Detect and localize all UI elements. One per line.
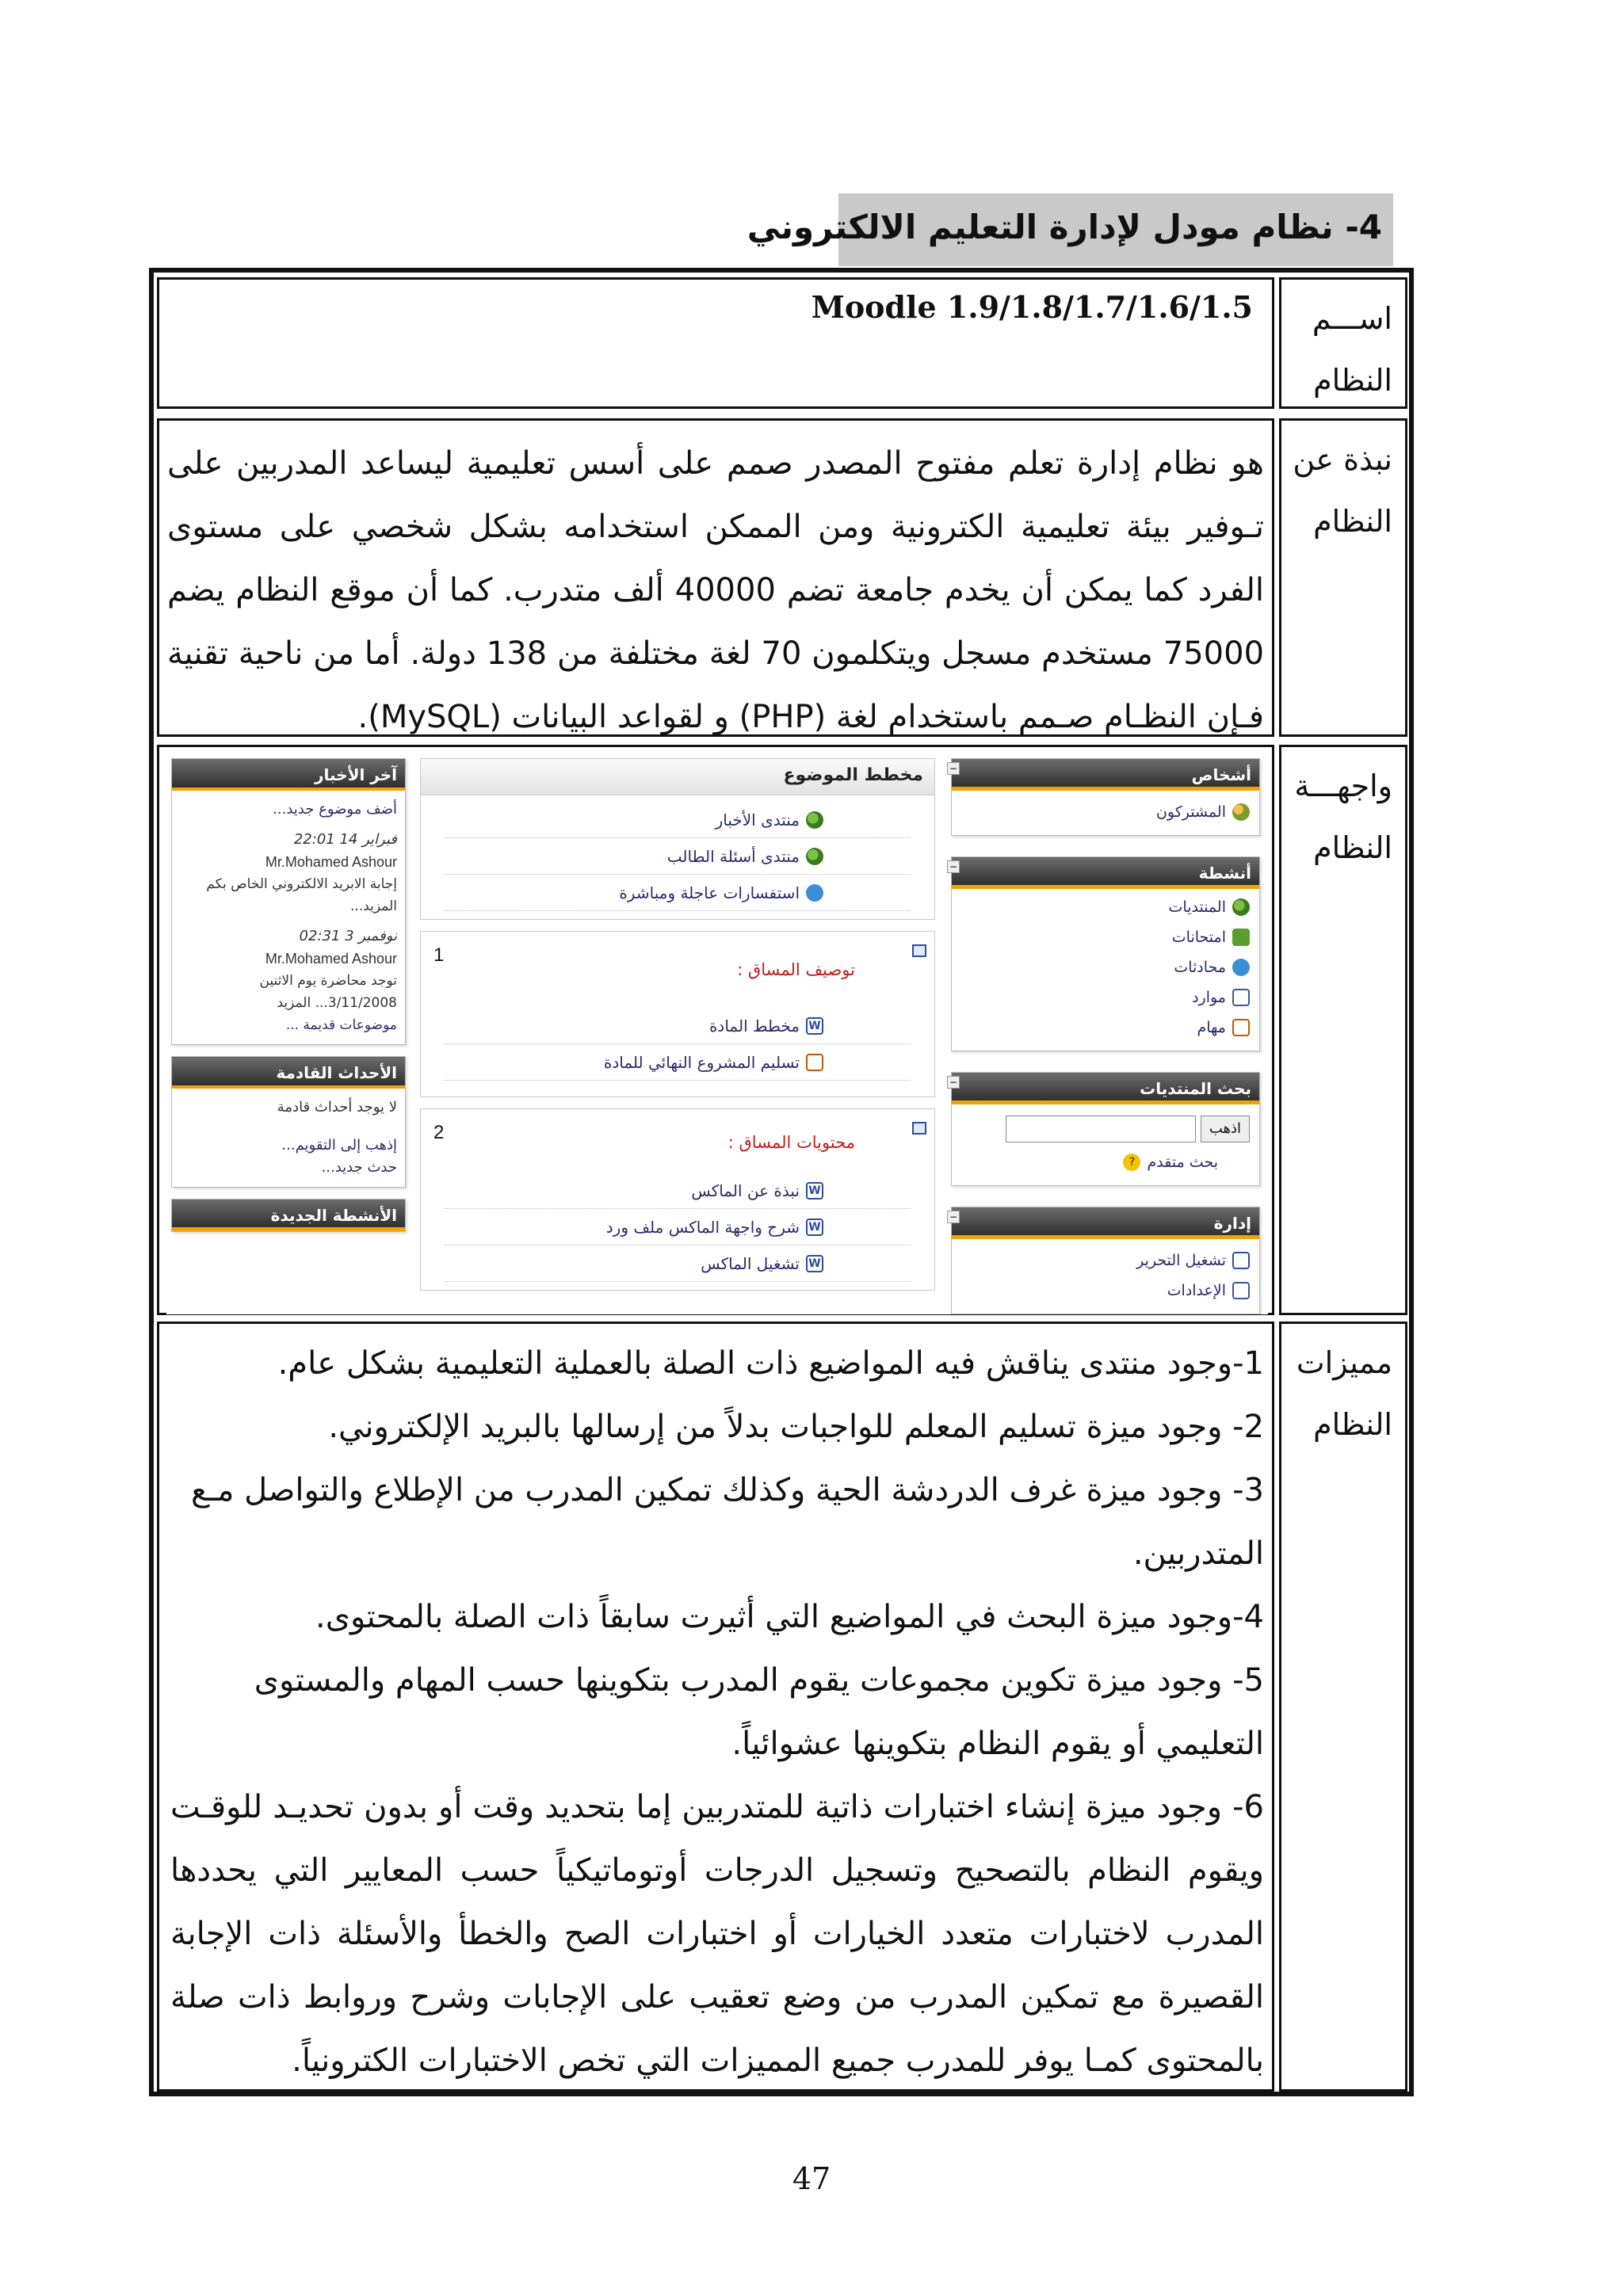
interface-label-line2: النظام (1313, 830, 1392, 865)
news-post-1-text[interactable]: إجابة الابريد الالكتروني الخاص بكم المزيد... (206, 876, 397, 914)
settings-link[interactable] (961, 1276, 1250, 1306)
topic-1-heading: توصيف المساق : (737, 960, 855, 979)
advanced-search-label: بحث متقدم (1147, 1154, 1218, 1171)
word-doc-icon: W (806, 1017, 823, 1035)
older-topics-link[interactable]: موضوعات قديمة ... (285, 1017, 397, 1033)
search-form (961, 1111, 1250, 1147)
collapse-icon[interactable]: − (947, 1076, 960, 1089)
feature-item: 6- وجود ميزة إنشاء اختبارات ذاتية للمتدربين إما بتحديد وقت أو بدون تحديـد للوقـت ويقوم النظام بالتصحيح وتسجيل الدرجات أوتوماتيكياً حسب المعايير التي يحددها المدرب لاختبارات متعدد الخيارات أو اختبارات الصح والخطأ والأسئلة ذات الإجابة القصيرة مع تمكين المدرب من وضع تعقيب على الإجابات وشرح وروابط ذات صلة بالمحتوى كمـا يوفر للمدرب جميع المميزات التي تخص الاختبارات الكترونياً. (170, 1789, 1264, 2079)
about-text-cell (157, 418, 1274, 737)
features-label-line1: مميزات (1296, 1345, 1392, 1380)
outline-title: مخطط الموضوع (421, 759, 934, 795)
feature-item: 2- وجود ميزة تسليم المعلم للواجبات بدلاً من إرسالها بالبريد الإلكتروني. (328, 1409, 1264, 1445)
help-icon[interactable]: ? (1123, 1154, 1140, 1171)
feature-item: 5- وجود ميزة تكوين مجموعات يقوم المدرب بتكوينها حسب المهام والمستوى التعليمي أو يقوم النظام بتكوينها عشوائياً. (254, 1662, 1264, 1762)
features-label (1281, 1324, 1405, 1455)
final-project-label: تسليم المشروع النهائي للمادة (603, 1052, 800, 1072)
news-forum-label: منتدى الأخبار (715, 810, 800, 830)
activity-forums[interactable] (961, 892, 1250, 922)
activities-block-title: أنشطة (1198, 864, 1251, 883)
moodle-right-column (951, 758, 1260, 1314)
max-intro-label: نبذة عن الماكس (691, 1180, 800, 1200)
activity-quizzes[interactable] (961, 922, 1250, 952)
search-block-title: بحث المنتديات (1140, 1079, 1251, 1098)
forum-icon (806, 811, 823, 829)
collapse-icon[interactable]: − (947, 860, 960, 873)
new-event-link[interactable]: حدث جديد... (321, 1159, 397, 1176)
news-post-2-date: نوفمبر 3 02:31 (299, 928, 397, 944)
topic-2 (420, 1108, 935, 1291)
activity-resources[interactable] (961, 982, 1250, 1013)
feature-item: 3- وجود ميزة غرف الدردشة الحية وكذلك تمكين المدرب من الإطلاع والتواصل مـع المتدربين. (190, 1472, 1264, 1572)
edit-icon (1232, 1252, 1250, 1269)
page-number: 47 (792, 2161, 831, 2196)
assignment-icon (1232, 1019, 1250, 1036)
activities-block-header (949, 857, 1259, 889)
features-list-cell (157, 1322, 1274, 2092)
admin-block (951, 1207, 1260, 1314)
final-project-link[interactable] (445, 1044, 911, 1081)
news-post-2-text[interactable]: توجد محاضرة يوم الاثنين 3/11/2008... المزيد (259, 973, 397, 1011)
name-label (1281, 280, 1405, 411)
news-post-1-author: Mr.Mohamed Ashour (265, 854, 397, 870)
max-interface-link[interactable] (445, 1209, 911, 1245)
news-forum-link[interactable] (445, 802, 911, 838)
events-block (171, 1056, 406, 1188)
system-name: Moodle 1.9/1.8/1.7/1.6/1.5 (811, 289, 1253, 325)
activity-forums-label: المنتديات (1168, 898, 1226, 916)
search-block-header (949, 1073, 1259, 1104)
events-block-body (172, 1089, 405, 1187)
recent-activity-block (171, 1199, 406, 1232)
search-go-button[interactable]: اذهب (1201, 1116, 1250, 1142)
about-label (1281, 421, 1405, 552)
topic-1 (420, 931, 935, 1097)
people-block-header (949, 759, 1259, 791)
topic-1-toggle-icon[interactable] (912, 944, 926, 957)
moodle-screenshot (166, 752, 1268, 1314)
add-topic-link[interactable]: أضف موضوع جديد... (273, 801, 397, 818)
activity-chats-label: محادثات (1174, 959, 1226, 976)
word-doc-icon: W (806, 1219, 823, 1236)
about-label-line2: النظام (1313, 504, 1392, 539)
urgent-queries-chat-label: استفسارات عاجلة ومباشرة (619, 883, 800, 902)
name-label-cell (1279, 277, 1407, 409)
forum-icon (1232, 898, 1250, 916)
features-list (159, 1324, 1272, 2092)
participants-label: المشتركون (1155, 803, 1226, 821)
interface-label-line1: واجهـــة (1294, 769, 1392, 803)
turn-editing-label: تشغيل التحرير (1136, 1252, 1226, 1269)
collapse-icon[interactable]: − (947, 762, 960, 775)
no-events-text: لا يوجد أحداث قادمة (277, 1099, 397, 1116)
interface-screenshot-cell (157, 745, 1274, 1315)
course-plan-label: مخطط المادة (708, 1016, 800, 1035)
forum-icon (806, 848, 823, 865)
outline-header-topic (420, 758, 935, 920)
max-run-label: تشغيل الماكس (701, 1253, 800, 1273)
max-interface-label: شرح واجهة الماكس ملف ورد (605, 1217, 800, 1237)
advanced-search-link[interactable] (961, 1147, 1250, 1177)
topic-2-heading: محتويات المساق : (727, 1133, 855, 1152)
course-plan-link[interactable] (445, 1008, 911, 1044)
interface-label (1281, 747, 1405, 879)
chat-icon (1232, 959, 1250, 976)
admin-block-body (952, 1239, 1259, 1314)
topic-1-number: 1 (433, 944, 445, 966)
word-doc-icon: W (806, 1182, 823, 1199)
people-block-title: أشخاص (1191, 765, 1251, 784)
urgent-queries-chat-link[interactable] (445, 875, 911, 911)
topic-2-number: 2 (433, 1122, 445, 1143)
news-block-title: آخر الأخبار (314, 765, 397, 784)
name-label-line2: النظام (1313, 363, 1392, 398)
activities-block-body (952, 889, 1259, 1051)
participants-link[interactable] (961, 797, 1250, 827)
about-label-cell (1279, 418, 1407, 737)
outline-forums (421, 795, 934, 919)
settings-icon (1232, 1282, 1250, 1299)
word-doc-icon: W (806, 1255, 823, 1272)
turn-editing-link[interactable] (961, 1245, 1250, 1276)
name-label-line1: اســـم (1312, 301, 1392, 336)
go-to-calendar-link[interactable]: إذهب إلى التقويم... (281, 1137, 397, 1154)
about-label-line1: نبذة عن (1293, 442, 1392, 477)
student-questions-forum-label: منتدى أسئلة الطالب (666, 846, 800, 866)
moodle-left-column (171, 758, 406, 1253)
people-block-body (952, 791, 1259, 835)
chat-icon (806, 884, 823, 902)
about-text: هو نظام إدارة تعلم مفتوح المصدر صمم على أسس تعليمية ليساعد المدربين على تـوفير بيئة تعليمية الكترونية ومن الممكن استخدامه بشكل شخصي على مستوى الفرد كما يمكن أن يخدم جامعة تضم 40000 ألف متدرب. كما أن موقع النظام يضم 75000 مستخدم مسجل ويتكلمون 70 لغة مختلفة من 138 دولة. أما من ناحية تقنية فـإن النظـام صـمم باستخدام لغة (PHP) و لقواعد البيانات (MySQL). (167, 445, 1265, 735)
collapse-icon[interactable]: − (947, 1211, 960, 1223)
news-post-1-date: فبراير 14 22:01 (293, 831, 397, 848)
people-icon (1232, 803, 1250, 821)
interface-label-cell (1279, 745, 1407, 1315)
activity-chats[interactable] (961, 952, 1250, 982)
moodle-center-column (420, 758, 935, 1302)
admin-block-header (949, 1207, 1259, 1239)
events-block-title: الأحداث القادمة (276, 1063, 397, 1082)
topic-2-toggle-icon[interactable] (912, 1122, 926, 1135)
people-block (951, 758, 1260, 836)
feature-item: 4-وجود ميزة البحث في المواضيع التي أثيرت سابقاً ذات الصلة بالمحتوى. (315, 1599, 1264, 1635)
news-block-header (172, 759, 405, 791)
name-value-cell (157, 277, 1274, 409)
activity-quizzes-label: امتحانات (1171, 929, 1226, 946)
news-block (171, 758, 406, 1045)
resource-icon (1232, 989, 1250, 1006)
search-block (951, 1072, 1260, 1186)
events-block-header (172, 1057, 405, 1089)
news-block-body (172, 791, 405, 1044)
quiz-icon (1232, 929, 1250, 946)
recent-activity-header (172, 1199, 405, 1231)
activity-resources-label: موارد (1192, 989, 1226, 1006)
assignment-icon (806, 1054, 823, 1071)
search-block-body (952, 1104, 1259, 1185)
section-heading: 4- نظام مودل لإدارة التعليم الالكتروني (838, 193, 1393, 266)
max-intro-link[interactable] (445, 1173, 911, 1209)
recent-activity-title: الأنشطة الجديدة (270, 1206, 397, 1225)
activity-assignments-label: مهام (1197, 1019, 1226, 1036)
settings-label: الإعدادات (1167, 1282, 1226, 1299)
features-label-line2: النظام (1313, 1407, 1392, 1442)
search-input[interactable] (1006, 1116, 1196, 1142)
activity-assignments[interactable] (961, 1013, 1250, 1043)
feature-item: 1-وجود منتدى يناقش فيه المواضيع ذات الصلة بالعملية التعليمية بشكل عام. (277, 1345, 1264, 1382)
admin-block-title: إدارة (1213, 1214, 1251, 1233)
features-label-cell (1279, 1322, 1407, 2092)
student-questions-forum-link[interactable] (445, 838, 911, 875)
activities-block (951, 856, 1260, 1051)
max-run-link[interactable] (445, 1245, 911, 1282)
news-post-2-author: Mr.Mohamed Ashour (265, 951, 397, 967)
